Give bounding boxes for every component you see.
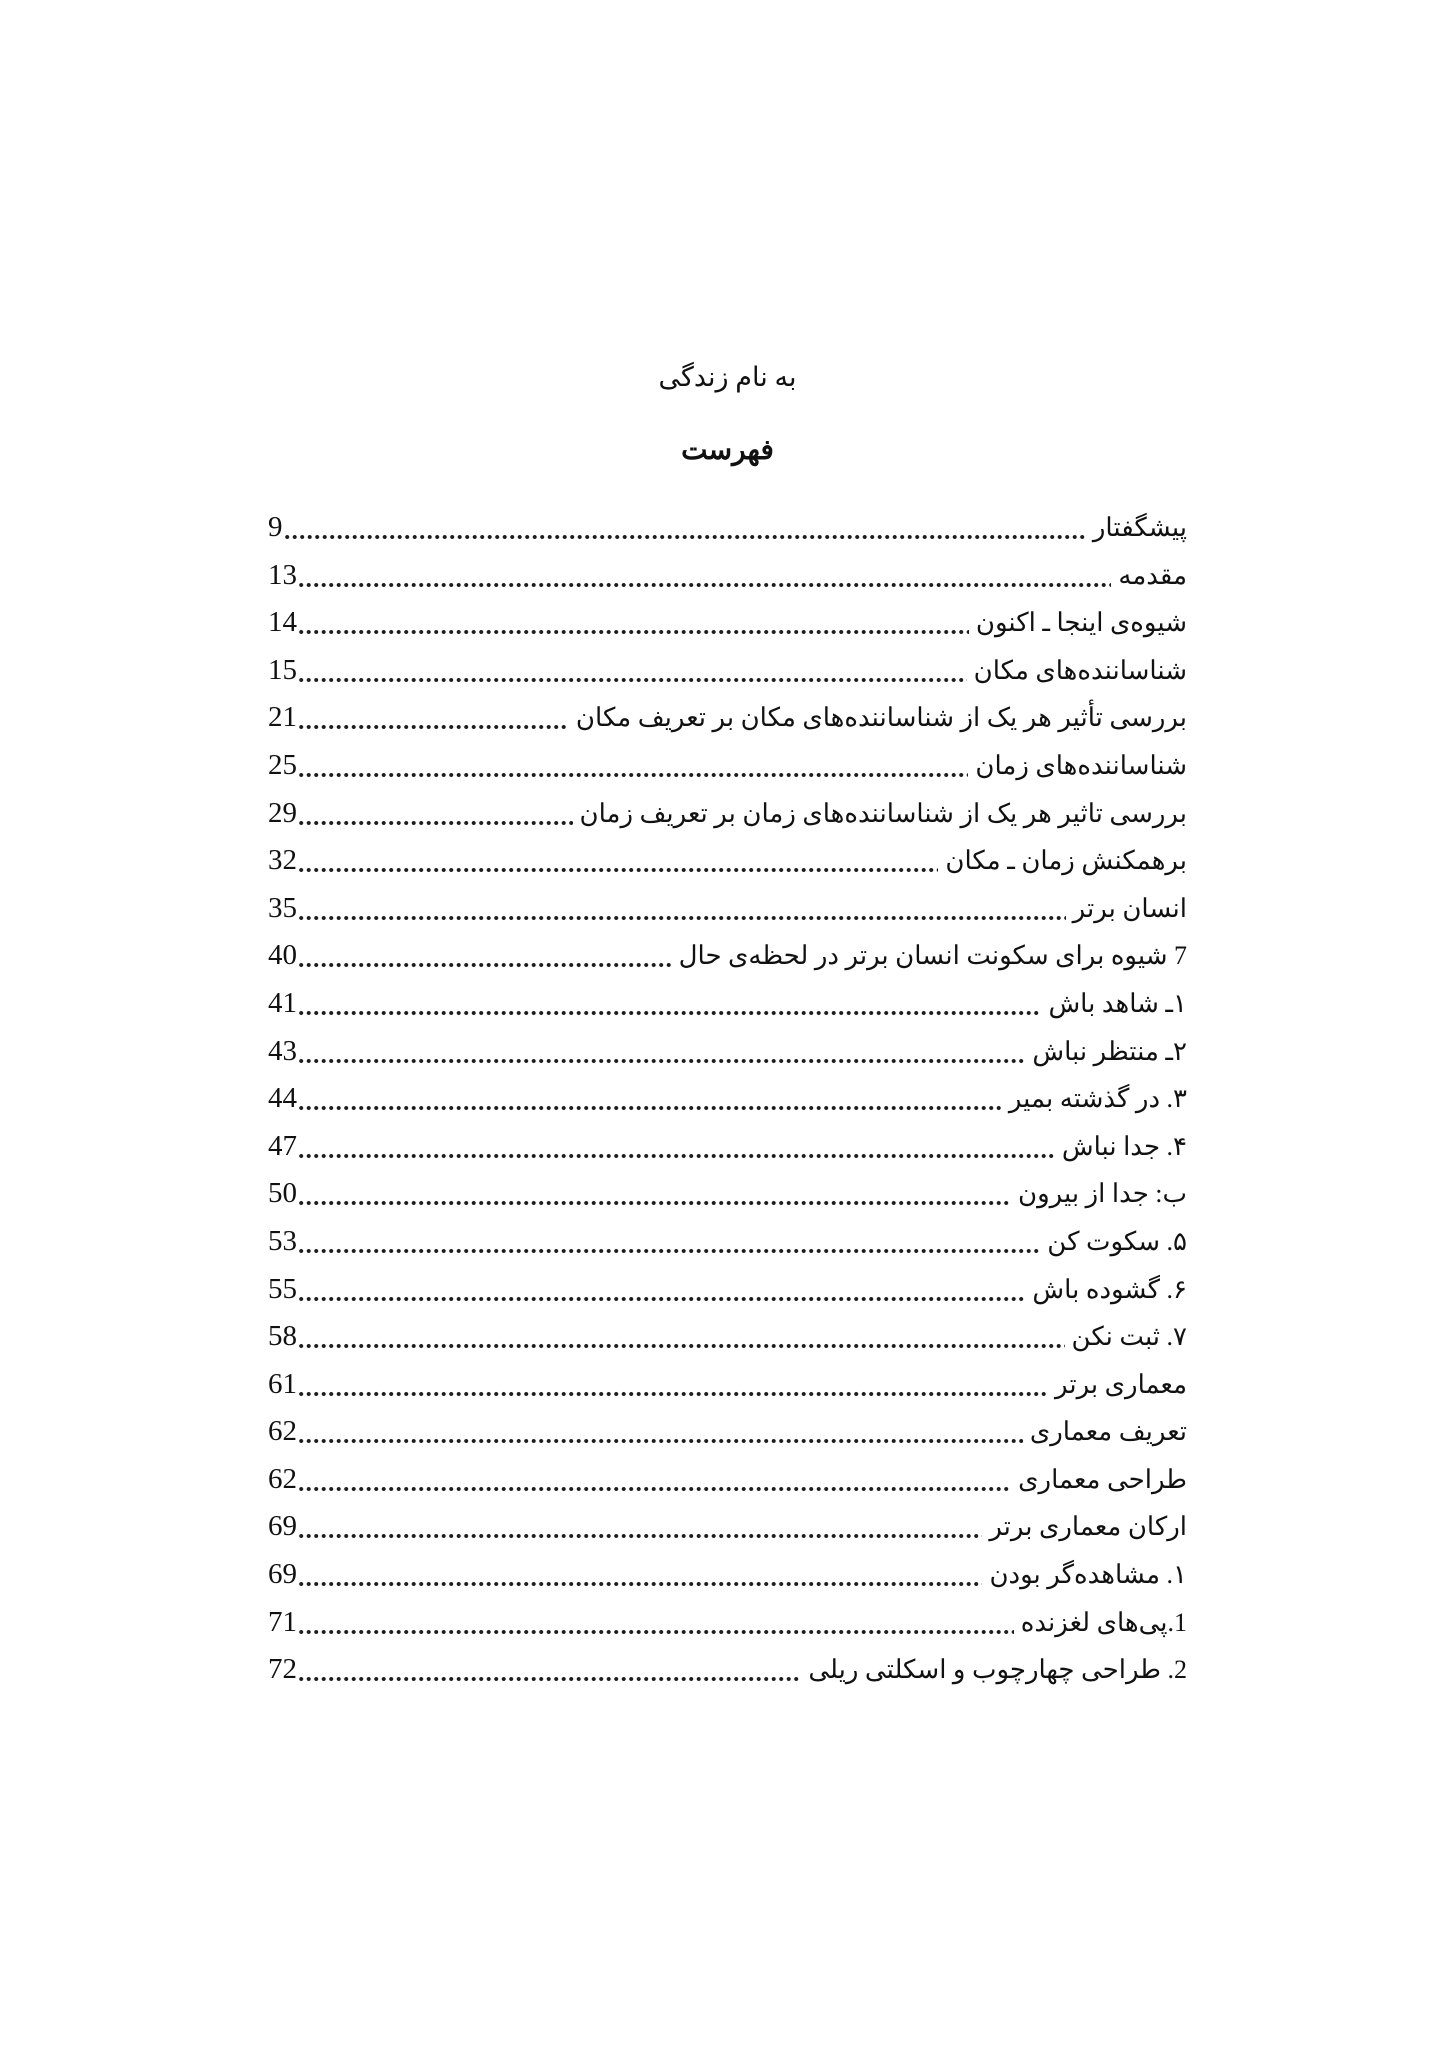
toc-entry-title: بررسی تأثیر هر یک از شناساننده‌های مکان بر تعریف مکان	[575, 703, 1187, 733]
toc-entry-page: 43	[268, 1034, 297, 1067]
toc-row	[268, 1313, 1187, 1361]
toc-entry-page: 72	[268, 1653, 297, 1686]
dot-leader	[299, 1676, 801, 1682]
toc-row	[268, 599, 1187, 647]
toc-entry-page: 32	[268, 844, 297, 877]
dot-leader	[299, 1533, 982, 1539]
toc-entry-page: 15	[268, 653, 297, 686]
toc-entry-title: ارکان معماری برتر	[989, 1512, 1187, 1542]
toc-entry-page: 61	[268, 1367, 297, 1400]
toc-entry-title: شیوه‌ی اینجا ـ اکنون	[975, 608, 1187, 638]
toc-heading: فهرست	[681, 435, 774, 466]
toc-entry-title: معماری برتر	[1055, 1369, 1187, 1399]
dot-leader	[299, 772, 968, 778]
toc-row	[268, 647, 1187, 695]
dot-leader	[299, 962, 672, 968]
dot-leader	[299, 677, 967, 683]
toc-entry-page: 58	[268, 1320, 297, 1353]
toc-entry-page: 62	[268, 1415, 297, 1448]
toc-entry-page: 21	[268, 701, 297, 734]
toc-row	[268, 1218, 1187, 1266]
toc-entry-page: 13	[268, 558, 297, 591]
toc-entry-title: تعریف معماری	[1029, 1417, 1187, 1447]
toc-row	[268, 885, 1187, 933]
toc-entry-page: 35	[268, 891, 297, 924]
dot-leader	[299, 1296, 1025, 1302]
toc-entry-page: 55	[268, 1272, 297, 1305]
toc-entry-page: 44	[268, 1082, 297, 1115]
dot-leader	[285, 534, 1086, 540]
toc-entry-title: شناساننده‌های مکان	[973, 655, 1187, 685]
toc-row	[268, 837, 1187, 885]
toc-entry-title: ب: جدا از بیرون	[1018, 1179, 1187, 1209]
dot-leader	[299, 915, 1066, 921]
toc-list	[268, 504, 1187, 1694]
toc-entry-page: 50	[268, 1177, 297, 1210]
toc-entry-title: شناساننده‌های زمان	[975, 750, 1187, 780]
dot-leader	[299, 1438, 1023, 1444]
dot-leader	[299, 820, 573, 826]
page-content-column	[268, 0, 1187, 2048]
toc-entry-page: 41	[268, 986, 297, 1019]
toc-row	[268, 1266, 1187, 1314]
toc-row	[268, 1075, 1187, 1123]
toc-row	[268, 1170, 1187, 1218]
toc-entry-title: مقدمه	[1118, 560, 1187, 590]
dot-leader	[299, 582, 1111, 588]
toc-entry-page: 25	[268, 748, 297, 781]
toc-entry-title: ۴. جدا نباش	[1061, 1131, 1187, 1161]
toc-entry-title: ۵. سکوت کن	[1047, 1226, 1187, 1256]
toc-row	[268, 694, 1187, 742]
toc-row	[268, 932, 1187, 980]
toc-entry-page: 40	[268, 939, 297, 972]
toc-row	[268, 1503, 1187, 1551]
dot-leader	[299, 1581, 982, 1587]
toc-row	[268, 504, 1187, 552]
toc-row	[268, 1361, 1187, 1409]
dot-leader	[299, 867, 938, 873]
toc-entry-title: بررسی تاثیر هر یک از شناساننده‌های زمان بر تعریف زمان	[579, 798, 1187, 828]
toc-row	[268, 1599, 1187, 1647]
dot-leader	[299, 1629, 1014, 1635]
toc-entry-title: طراحی معماری	[1018, 1464, 1187, 1494]
toc-entry-page: 62	[268, 1462, 297, 1495]
toc-entry-title: ۳. در گذشته بمیر	[1008, 1084, 1187, 1114]
toc-entry-title: ۱. مشاهده‌گر بودن	[989, 1560, 1187, 1590]
toc-entry-page: 71	[268, 1605, 297, 1638]
toc-row	[268, 980, 1187, 1028]
dot-leader	[299, 1058, 1025, 1064]
dot-leader	[299, 629, 969, 635]
toc-entry-title: پیشگفتار	[1092, 513, 1187, 542]
toc-row	[268, 1456, 1187, 1504]
toc-entry-page: 14	[268, 606, 297, 639]
toc-entry-title: برهمکنش زمان ـ مکان	[945, 846, 1187, 876]
toc-entry-title: 7 شیوه برای سکونت انسان برتر در لحظه‌ی حال	[678, 941, 1187, 971]
dot-leader	[299, 1010, 1041, 1016]
toc-entry-page: 47	[268, 1129, 297, 1162]
dot-leader	[299, 1248, 1040, 1254]
toc-row	[268, 552, 1187, 600]
toc-entry-title: ۶. گشوده باش	[1032, 1274, 1187, 1304]
toc-entry-page: 69	[268, 1510, 297, 1543]
dot-leader	[299, 1391, 1048, 1397]
toc-row	[268, 1646, 1187, 1694]
toc-row	[268, 1551, 1187, 1599]
dot-leader	[299, 1153, 1055, 1159]
toc-row	[268, 1408, 1187, 1456]
toc-entry-page: 53	[268, 1224, 297, 1257]
toc-entry-page: 69	[268, 1558, 297, 1591]
toc-entry-page: 9	[268, 511, 283, 543]
dot-leader	[299, 1486, 1011, 1492]
toc-entry-title: ۲ـ منتظر نباش	[1032, 1036, 1187, 1066]
bismillah-line: به نام زندگی	[658, 362, 797, 392]
toc-entry-title: 2. طراحی چهارچوب و اسکلتی ریلی	[808, 1655, 1187, 1685]
toc-row	[268, 742, 1187, 790]
toc-row	[268, 790, 1187, 838]
toc-entry-title: 1.پی‌های لغزنده	[1020, 1607, 1187, 1637]
toc-entry-title: ۱ـ شاهد باش	[1048, 988, 1187, 1018]
toc-row	[268, 1123, 1187, 1171]
dot-leader	[299, 1105, 1002, 1111]
toc-row	[268, 1028, 1187, 1076]
toc-entry-page: 29	[268, 796, 297, 829]
toc-entry-title: انسان برتر	[1072, 893, 1187, 923]
dot-leader	[299, 1200, 1011, 1206]
dot-leader	[299, 1343, 1065, 1349]
toc-entry-title: ۷. ثبت نکن	[1071, 1322, 1187, 1352]
dot-leader	[299, 724, 569, 730]
